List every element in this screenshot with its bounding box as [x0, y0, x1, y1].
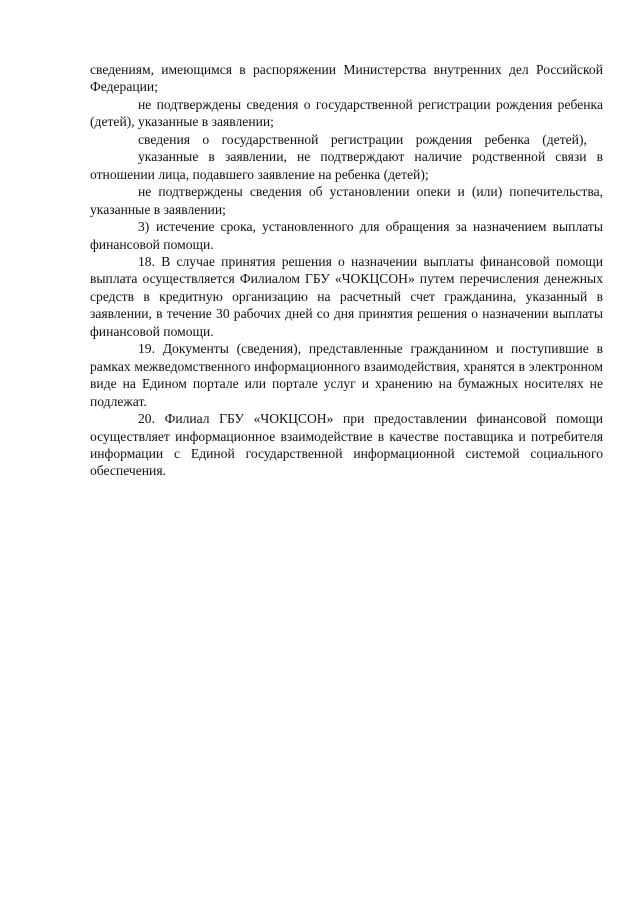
paragraph-19: 19. Документы (сведения), представленные гражданином и поступившие в рамках межведомственного информационного взаимодействия, хранятся в электронном виде на Едином портале или портале услуг и хранению на бумажных носителях не подлежат.	[90, 341, 603, 409]
paragraph-birth-registration: не подтверждены сведения о государственной регистрации рождения ребенка (детей), указанные в заявлении;	[90, 96, 603, 130]
paragraph-guardianship: не подтверждены сведения об установлении опеки и (или) попечительства, указанные в заявлении;	[90, 184, 603, 217]
paragraph-kinship: указанные в заявлении, не подтверждают наличие родственной связи в отношении лица, подавшего заявление на ребенка (детей);	[90, 149, 603, 182]
item-3-text: истечение срока, установленного для обращения за назначением выплаты финансовой помощи.	[90, 219, 603, 252]
paragraph-20: 20. Филиал ГБУ «ЧОКЦСОН» при предоставлении финансовой помощи осуществляет информационное взаимодействие в качестве поставщика и потребителя информации с Единой государственной информационной системой социального обеспечения.	[90, 411, 603, 479]
item-number: 3)	[138, 219, 150, 235]
document-text	[90, 61, 603, 480]
paragraph-continuation: сведениям, имеющимся в распоряжении Министерства внутренних дел Российской Федерации;	[90, 62, 603, 95]
paragraph-18: 18. В случае принятия решения о назначении выплаты финансовой помощи выплата осуществляется Филиалом ГБУ «ЧОКЦСОН» путем перечисления денежных средств в кредитную организацию на расчетный счет гражданина, указанный в заявлении, в течение 30 рабочих дней со дня принятия решения о назначении выплаты финансовой помощи.	[90, 253, 603, 339]
paragraph-item-3	[90, 218, 603, 253]
paragraph-birth-registration-info: сведения о государственной регистрации рождения ребенка (детей),	[138, 131, 587, 147]
